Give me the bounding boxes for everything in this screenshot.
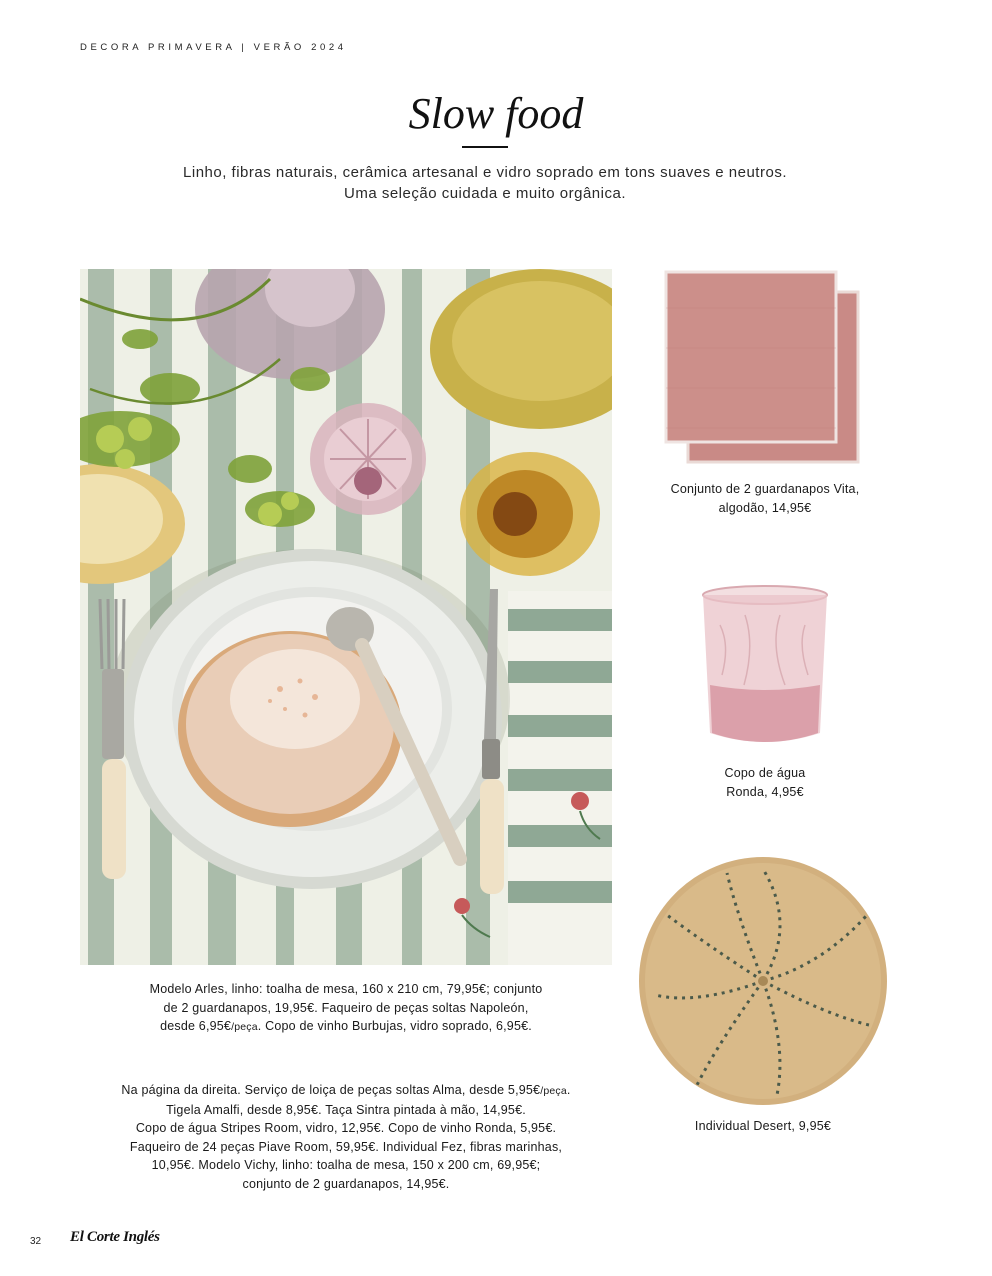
right-page-line-1	[76, 1081, 616, 1101]
right-page-line-5: 10,95€. Modelo Vichy, linho: toalha de mesa, 150 x 200 cm, 69,95€;	[151, 1158, 541, 1172]
placemat-product-image	[637, 855, 889, 1107]
hero-caption-line-2: de 2 guardanapos, 19,95€. Faqueiro de peças soltas Napoleón,	[163, 1000, 529, 1015]
page-number: 32	[30, 1236, 42, 1247]
page-title: Slow food	[408, 89, 584, 138]
glass-caption	[630, 764, 900, 801]
water-glass-product-image	[700, 585, 830, 747]
title-underline	[462, 146, 508, 148]
right-page-line-3: Copo de água Stripes Room, vidro, 12,95€. Copo de vinho Ronda, 5,95€.	[135, 1121, 557, 1135]
placemat-caption-line-1: Individual Desert, 9,95€	[694, 1119, 832, 1133]
right-page-line-6: conjunto de 2 guardanapos, 14,95€.	[242, 1176, 450, 1191]
table-setting-photo	[80, 269, 612, 965]
glass-caption-line-1: Copo de água	[724, 766, 806, 780]
right-page-line-2: Tigela Amalfi, desde 8,95€. Taça Sintra pintada à mão, 14,95€.	[166, 1102, 526, 1117]
brand-logo: El Corte Inglés	[70, 1229, 160, 1245]
per-piece-unit: /peça	[231, 1021, 258, 1033]
intro-text	[0, 162, 970, 204]
napkins-product-image	[660, 268, 865, 468]
napkins-caption-line-2: algodão, 14,95€	[718, 500, 812, 515]
intro-line-1: Linho, fibras naturais, cerâmica artesanal e vidro soprado em tons suaves e neutros.	[183, 164, 787, 181]
right-page-line-1a: Na página da direita. Serviço de loiça de peças soltas Alma, desde 5,95€	[121, 1083, 541, 1097]
hero-caption-line-1: Modelo Arles, linho: toalha de mesa, 160 x 210 cm, 79,95€; conjunto	[149, 982, 543, 996]
section-kicker: DECORA PRIMAVERA | VERÃO 2024	[80, 42, 347, 53]
per-piece-unit: /peça	[540, 1085, 567, 1097]
right-page-caption	[76, 1081, 616, 1193]
hero-caption	[80, 980, 612, 1037]
napkins-caption-line-1: Conjunto de 2 guardanapos Vita,	[670, 482, 860, 496]
hero-caption-line-3b: . Copo de vinho Burbujas, vidro soprado, 6,95€.	[257, 1019, 532, 1033]
glass-caption-line-2: Ronda, 4,95€	[726, 784, 804, 799]
intro-line-2: Uma seleção cuidada e muito orgânica.	[344, 185, 626, 202]
hero-caption-line-3a: desde 6,95€	[160, 1019, 232, 1033]
napkins-caption	[630, 480, 900, 517]
right-page-line-4: Faqueiro de 24 peças Piave Room, 59,95€. Individual Fez, fibras marinhas,	[129, 1139, 563, 1154]
right-page-line-1b: .	[566, 1083, 571, 1097]
hero-caption-line-3	[80, 1017, 612, 1037]
placemat-caption	[630, 1117, 896, 1136]
